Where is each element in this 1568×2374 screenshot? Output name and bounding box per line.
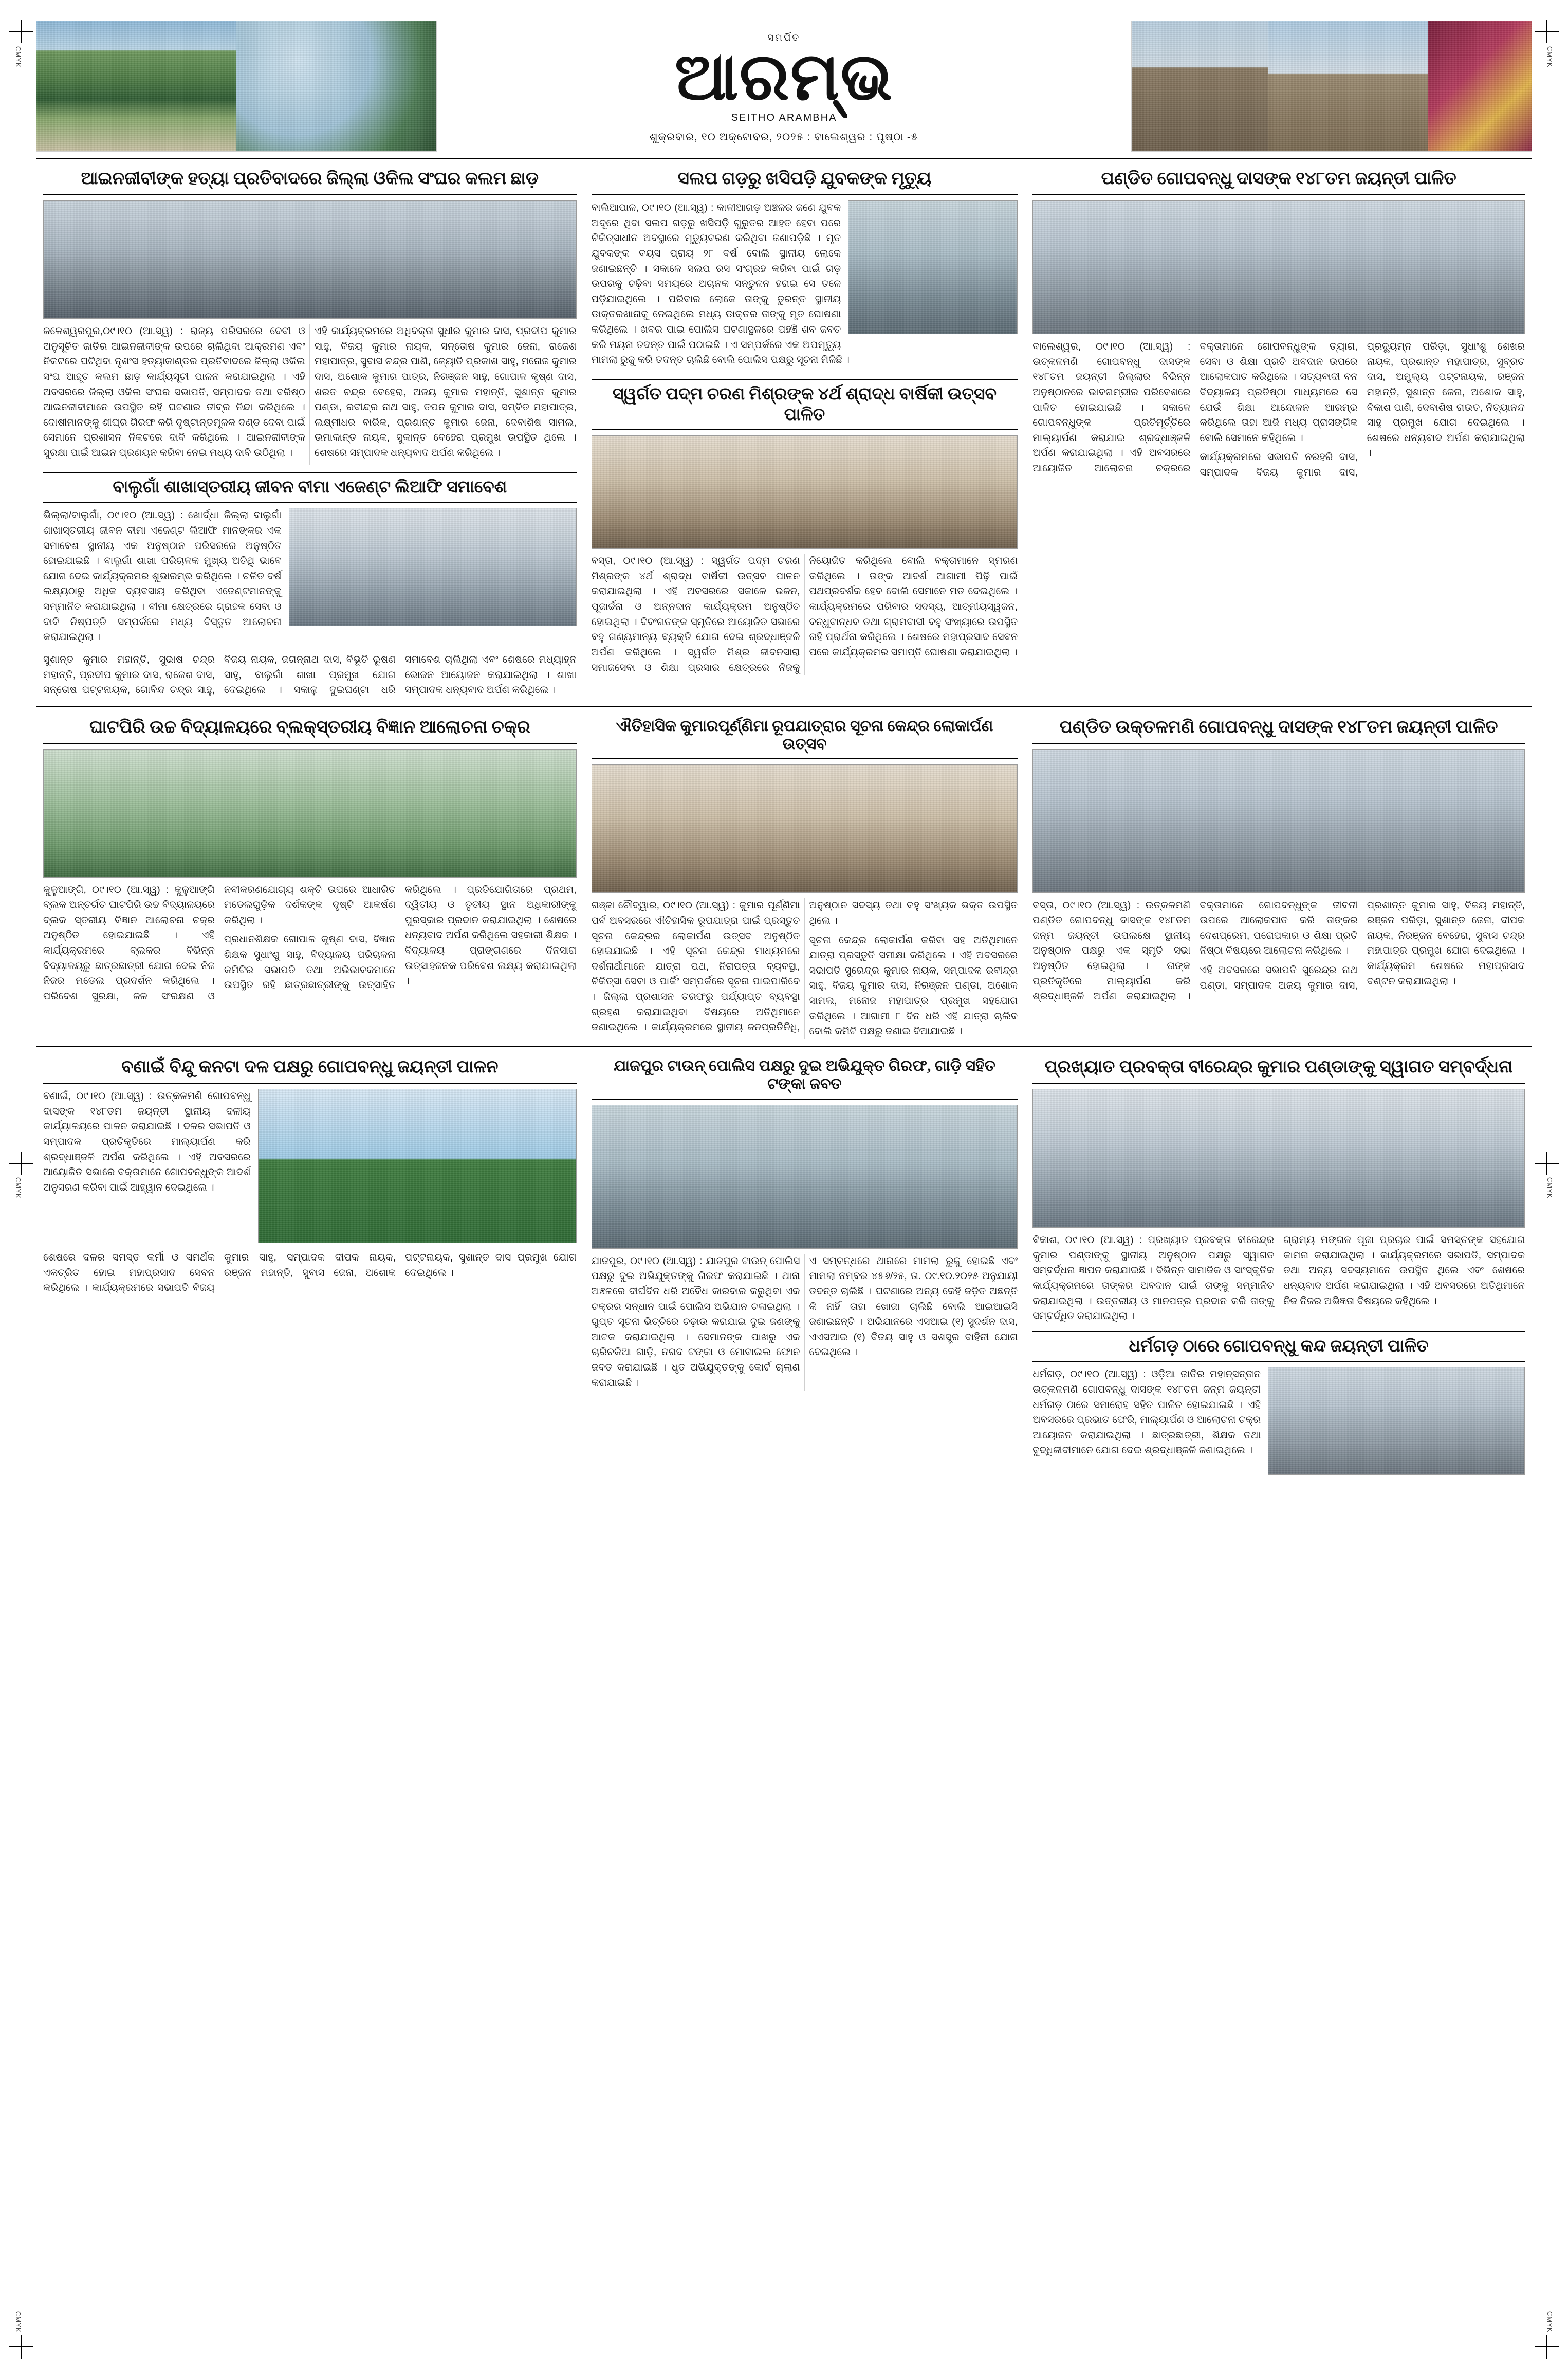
article-headline: ଘାଟପିରି ଉଚ୍ଚ ବିଦ୍ୟାଳୟରେ ବ୍ଲକ୍‌ସ୍ତରୀୟ ବିଜ୍ଞାନ ଆଲୋଚନା ଚକ୍ର <box>43 713 577 744</box>
article-paragraph: ଧର୍ମଗଡ଼, ୦୯।୧୦ (ଆ.ସ୍ୱ) : ଓଡ଼ିଆ ଜାତିର ମହାନ୍‌ସନ୍ତାନ ଉତ୍କଳମଣି ଗୋପବନ୍ଧୁ ଦାସଙ୍କ ୧୪୮ତମ ଜନ୍ମ ଜୟନ୍ତୀ ଧର୍ମଗଡ଼ ଠାରେ ସମାରୋହ ସହିତ ପାଳିତ ହୋଇଯାଇଛି । ଏହି ଅବସରରେ ପ୍ରଭାତ ଫେରି, ମାଲ୍ୟାର୍ପଣ ଓ ଆଲୋଚନା ଚକ୍ର ଆୟୋଜନ କରାଯାଇଥିଲା । ଛାତ୍ରଛାତ୍ରୀ, ଶିକ୍ଷକ ତଥା ବୁଦ୍ଧିଜୀବୀମାନେ ଯୋଗ ଦେଇ ଶ୍ରଦ୍ଧାଞ୍ଜଳି ଜଣାଇଥିଲେ । <box>1032 1368 1261 1456</box>
registration-side-code: CMYK <box>1546 2311 1554 2333</box>
article-paragraph: ବଣାଇଁ, ୦୯।୧୦ (ଆ.ସ୍ୱ) : ଉତ୍କଳମଣି ଗୋପବନ୍ଧୁ ଦାସଙ୍କ ୧୪୮ତମ ଜୟନ୍ତୀ ସ୍ଥାନୀୟ ଦଳୀୟ କାର୍ଯ୍ୟାଳୟରେ ପାଳନ କରାଯାଇଛି । ଦଳର ସଭାପତି ଓ ସମ୍ପାଦକ ପ୍ରତିକୃତିରେ ମାଲ୍ୟାର୍ପଣ କରି ଶ୍ରଦ୍ଧାଞ୍ଜଳି ଅର୍ପଣ କରିଥିଲେ । ଏହି ଅବସରରେ ଆୟୋଜିତ ସଭାରେ ବକ୍ତାମାନେ ଗୋପବନ୍ଧୁଙ୍କ ଆଦର୍ଶ ଅନୁସରଣ କରିବା ପାଇଁ ଆହ୍ୱାନ ଦେଇଥିଲେ । <box>43 1090 251 1193</box>
crop-mark-mid-left <box>9 1152 33 1175</box>
column-middle-bottom <box>584 1053 1025 1479</box>
band-bottom <box>36 1053 1532 1479</box>
masthead-topline: ସମର୍ପିତ <box>767 32 801 43</box>
article-paragraph: ସୁଶାନ୍ତ କୁମାର ମହାନ୍ତି, ସୁଭାଷ ଚନ୍ଦ୍ର ମହାନ୍ତି, ପ୍ରଦୀପ କୁମାର ଦାସ, ରାଜେଶ ଦାସ, ସନ୍ତୋଷ ପଟ୍ଟନାୟକ, ଗୋବିନ୍ଦ ଚନ୍ଦ୍ର ସାହୁ, ବିଜୟ ନାୟକ, ଜଗନ୍ନାଥ ଦାସ, ବିଭୂତି ଭୂଷଣ ସାହୁ, ବାଲୁଗାଁ ଶାଖା ପ୍ରମୁଖ ଯୋଗ ଦେଇଥିଲେ । ସକାଳୁ ଦୁଇଘଣ୍ଟା ଧରି ସମାବେଶ ଚାଲିଥିଲା ଏବଂ ଶେଷରେ ମଧ୍ୟାହ୍ନ ଭୋଜନ ଆୟୋଜନ କରାଯାଇଥିଲା । ଶାଖା ସମ୍ପାଦକ ଧନ୍ୟବାଦ ଅର୍ପଣ କରିଥିଲେ । <box>43 653 577 696</box>
article-body <box>592 200 1018 372</box>
migratory-birds-photo <box>236 21 436 151</box>
gopabandhu-jayanti-group-photo <box>1032 200 1525 334</box>
crop-mark-mid-right <box>1535 1152 1559 1175</box>
article-body <box>1032 1233 1525 1324</box>
article-body-names <box>43 652 577 700</box>
article-headline: ସ୍ୱର୍ଗତ ପଦ୍ମ ଚରଣ ମିଶ୍ରଙ୍କ ୪ର୍ଥ ଶ୍ରାଦ୍ଧ ବାର୍ଷିକୀ ଉତ୍ସବ ପାଳିତ <box>592 379 1018 430</box>
article-body <box>43 883 577 1005</box>
political-party-jayanti-photo <box>258 1089 577 1243</box>
crop-mark-bottom-left <box>9 2335 33 2359</box>
crop-mark-bottom-right <box>1535 2335 1559 2359</box>
masthead-date-line: ଶୁକ୍ରବାର, ୧୦ ଅକ୍ଟୋବର, ୨୦୨୫ : ବାଲେଶ୍ୱର : ପୃଷ୍ଠା -୫ <box>649 131 919 143</box>
article-paragraph: ଯାଜପୁର, ୦୯।୧୦ (ଆ.ସ୍ୱ) : ଯାଜପୁର ଟାଉନ୍ ପୋଲିସ ପକ୍ଷରୁ ଦୁଇ ଅଭିଯୁକ୍ତଙ୍କୁ ଗିରଫ କରାଯାଇଛି । ଥାନା ଅଞ୍ଚଳରେ ଦୀର୍ଘଦିନ ଧରି ଅବୈଧ କାରବାର କରୁଥିବା ଏକ ଚକ୍ରର ସନ୍ଧାନ ପାଇଁ ପୋଲିସ ଅଭିଯାନ ଚଳାଇଥିଲା । ଗୁପ୍ତ ସୂଚନା ଭିତ୍ତିରେ ଚଢ଼ାଉ କରାଯାଇ ଦୁଇ ଜଣଙ୍କୁ ଆଟକ କରାଯାଇଥିଲା । ସେମାନଙ୍କ ପାଖରୁ ଏକ ଚାରିଚକିଆ ଗାଡ଼ି, ନଗଦ ଟଙ୍କା ଓ ମୋବାଇଲ ଫୋନ ଜବତ କରାଯାଇଛି । ଧୃତ ଅଭିଯୁକ୍ତଙ୍କୁ କୋର୍ଟ ଚାଲାଣ କରାଯାଇଛି । <box>591 1255 800 1389</box>
article-body <box>1032 898 1525 1005</box>
masthead <box>36 21 1532 159</box>
column-middle-middle <box>584 713 1025 1039</box>
article-headline: ଯାଜପୁର ଟାଉନ୍‌ ପୋଲିସ ପକ୍ଷରୁ ଦୁଇ ଅଭିଯୁକ୍ତ ଗିରଫ, ଗାଡ଼ି ସହିତ ଟଙ୍କା ଜବତ <box>592 1053 1018 1100</box>
dharmagarh-jayanti-photo <box>1268 1367 1525 1475</box>
masthead-left-images <box>36 21 437 152</box>
article-paragraph: କାର୍ଯ୍ୟକ୍ରମରେ ସଭାପତି ନରହରି ଦାସ, ସମ୍ପାଦକ ବିଜୟ କୁମାର ଦାସ, ପ୍ରଦ୍ୟୁମ୍ନ ପରିଡ଼ା, ସୁଧାଂଶୁ ଶେଖର ନାୟକ, ପ୍ରଶାନ୍ତ ମହାପାତ୍ର, ସୁବ୍ରତ ଦାସ, ଅମୁଲ୍ୟ ପଟ୍ଟନାୟକ, ରଞ୍ଜନ ମହାନ୍ତି, ସୁଶାନ୍ତ ଜେନା, ଅଶୋକ ସାହୁ, ବିକାଶ ପାଣି, ଦେବାଶିଷ ରାଉତ, ନିତ୍ୟାନନ୍ଦ ସାହୁ ପ୍ରମୁଖ ଯୋଗ ଦେଇଥିଲେ । ଶେଷରେ ଧନ୍ୟବାଦ ଅର୍ପଣ କରାଯାଇଥିଲା । <box>1200 341 1525 479</box>
article-headline: ବଣାଇଁ ବିନ୍ଦୁ କନଟା ଦଳ ପକ୍ଷରୁ ଗୋପବନ୍ଧୁ ଜୟନ୍ତୀ ପାଳନ <box>43 1053 577 1084</box>
article-paragraph: ଗ୍ରାମ୍ୟ ମଙ୍ଗଳ ପୂଜା ପ୍ରଚାର ପାଇଁ ସମସ୍ତଙ୍କ ସହଯୋଗ କାମନା କରାଯାଇଥିଲା । କାର୍ଯ୍ୟକ୍ରମରେ ସଭାପତି, ସମ୍ପାଦକ ତଥା ଅନ୍ୟ ସଦସ୍ୟମାନେ ଉପସ୍ଥିତ ଥିଲେ ଏବଂ ଶେଷରେ ଧନ୍ୟବାଦ ଅର୍ପଣ କରାଯାଇଥିଲା । ଏହି ଅବସରରେ ଅତିଥିମାନେ ନିଜ ନିଜର ଅଭିଜ୍ଞତା ବିଷୟରେ କହିଥିଲେ । <box>1283 1234 1525 1307</box>
column-right-top <box>1025 165 1532 700</box>
article-body <box>592 898 1018 1039</box>
column-middle-top <box>584 165 1025 700</box>
article-paragraph: ଏହି ଅବସରରେ ସଭାପତି ସୁରେନ୍ଦ୍ର ନାଥ ପଣ୍ଡା, ସମ୍ପାଦକ ଅଜୟ କୁମାର ଦାସ, ପ୍ରଶାନ୍ତ କୁମାର ସାହୁ, ବିଜୟ ମହାନ୍ତି, ରଞ୍ଜନ ପରିଡ଼ା, ସୁଶାନ୍ତ ଜେନା, ଦୀପକ ନାୟକ, ନିରଞ୍ଜନ ବେହେରା, ସୁବାସ ଚନ୍ଦ୍ର ମହାପାତ୍ର ପ୍ରମୁଖ ଯୋଗ ଦେଇଥିଲେ । କାର୍ଯ୍ୟକ୍ରମ ଶେଷରେ ମହାପ୍ରସାଦ ବଣ୍ଟନ କରାଯାଇଥିଲା । <box>1200 899 1525 991</box>
newspaper-title-latin: SEITHO ARAMBHA <box>731 112 837 123</box>
band-middle <box>36 713 1532 1039</box>
column-left-bottom <box>36 1053 584 1479</box>
gopabandhu-portrait-garland-photo <box>1032 749 1525 893</box>
police-arrest-seizure-photo <box>592 1105 1018 1249</box>
shradha-anniversary-photo <box>592 435 1018 549</box>
article-headline: ଐତିହାସିକ କୁମାରପୂର୍ଣ୍ଣିମା ରୂପଯାତ୍ରାର ସୂଚନା କେନ୍ଦ୍ର ଲୋକାର୍ପଣ ଉତ୍ସବ <box>592 713 1018 760</box>
article-headline: ସଲପ ଗଡ଼ରୁ ଖସିପଡ଼ି ଯୁବକଙ୍କ ମୃତ୍ୟୁ <box>592 165 1018 195</box>
registration-side-code: CMYK <box>14 1177 22 1199</box>
article-body <box>592 1254 1018 1391</box>
article-body-names <box>43 1250 577 1296</box>
article-paragraph: କୁଳୁଆଙ୍ଗି, ୦୯।୧୦ (ଆ.ସ୍ୱ) : କୁଳୁଆଙ୍ଗି ବ୍ଲକ ଅନ୍ତର୍ଗତ ଘାଟପିରି ଉଚ୍ଚ ବିଦ୍ୟାଳୟରେ ବ୍ଲକ ସ୍ତରୀୟ ବିଜ୍ଞାନ ଆଲୋଚନା ଚକ୍ର ଅନୁଷ୍ଠିତ ହୋଇଯାଇଛି । ଏହି କାର୍ଯ୍ୟକ୍ରମରେ ବ୍ଲକର ବିଭିନ୍ନ ବିଦ୍ୟାଳୟରୁ ଛାତ୍ରଛାତ୍ରୀ ଯୋଗ ଦେଇ ନିଜ ନିଜର ମଡେଲ ପ୍ରଦର୍ଶନ କରିଥିଲେ । ପରିବେଶ ସୁରକ୍ଷା, ଜଳ ସଂରକ୍ଷଣ ଓ ନବୀକରଣଯୋଗ୍ୟ ଶକ୍ତି ଉପରେ ଆଧାରିତ ମଡେଲଗୁଡ଼ିକ ଦର୍ଶକଙ୍କ ଦୃଷ୍ଟି ଆକର୍ଷଣ କରିଥିଲା । <box>43 884 396 1002</box>
lawyers-protest-photo <box>43 200 577 319</box>
article-paragraph: ଶେଷରେ ଦଳର ସମସ୍ତ କର୍ମୀ ଓ ସମର୍ଥକ ଏକତ୍ରିତ ହୋଇ ମହାପ୍ରସାଦ ସେବନ କରିଥିଲେ । କାର୍ଯ୍ୟକ୍ରମରେ ସଭାପତି ବିଜୟ କୁମାର ସାହୁ, ସମ୍ପାଦକ ଦୀପକ ନାୟକ, ରଞ୍ଜନ ମହାନ୍ତି, ସୁବାସ ଜେନା, ଅଶୋକ ପଟ୍ଟନାୟକ, ସୁଶାନ୍ତ ଦାସ ପ୍ରମୁଖ ଯୋଗ ଦେଇଥିଲେ । <box>43 1252 577 1294</box>
coastline-photo <box>36 21 236 151</box>
registration-side-code: CMYK <box>1546 46 1554 68</box>
column-left-top <box>36 165 584 700</box>
speaker-felicitation-group-photo <box>1032 1089 1525 1228</box>
article-paragraph: ଗଞ୍ଜା ଚୌଦ୍ୱାର, ୦୯।୧୦ (ଆ.ସ୍ୱ) : କୁମାର ପୂର୍ଣ୍ଣିମା ପର୍ବ ଅବସରରେ ଐତିହାସିକ ରୂପଯାତ୍ରା ପାଇଁ ପ୍ରସ୍ତୁତ ସୂଚନା କେନ୍ଦ୍ରର ଲୋକାର୍ପଣ ଉତ୍ସବ ଅନୁଷ୍ଠିତ ହୋଇଯାଇଛି । ଏହି ସୂଚନା କେନ୍ଦ୍ର ମାଧ୍ୟମରେ ଦର୍ଶନାର୍ଥୀମାନେ ଯାତ୍ରା ପଥ, ନିରାପତ୍ତା ବ୍ୟବସ୍ଥା, ଚିକିତ୍ସା ସେବା ଓ ପାର୍କିଂ ସମ୍ପର୍କରେ ସୂଚନା ପାଇପାରିବେ । ଜିଲ୍ଲା ପ୍ରଶାସନ ତରଫରୁ ପର୍ଯ୍ୟାପ୍ତ ବ୍ୟବସ୍ଥା ଗ୍ରହଣ କରାଯାଇଥିବା ବିଷୟରେ ଅତିଥିମାନେ ଜଣାଇଥିଲେ । କାର୍ଯ୍ୟକ୍ରମରେ ସ୍ଥାନୀୟ ଜନପ୍ରତିନିଧି, ଅନୁଷ୍ଠାନ ସଦସ୍ୟ ତଥା ବହୁ ସଂଖ୍ୟକ ଭକ୍ତ ଉପସ୍ଥିତ ଥିଲେ । <box>591 900 1018 1033</box>
article-body <box>1032 1367 1525 1479</box>
article-paragraph: ସୂଚନା କେନ୍ଦ୍ର ଲୋକାର୍ପଣ କରିବା ସହ ଅତିଥିମାନେ ଯାତ୍ରା ପ୍ରସ୍ତୁତି ସମୀକ୍ଷା କରିଥିଲେ । ଏହି ଅବସରରେ ସଭାପତି ସୁରେନ୍ଦ୍ର କୁମାର ନାୟକ, ସମ୍ପାଦକ ରବୀନ୍ଦ୍ର ସାହୁ, ବିଜୟ କୁମାର ଦାସ, ନିରଞ୍ଜନ ପଣ୍ଡା, ଅଶୋକ ସାମଲ, ମନୋଜ ମହାପାତ୍ର ପ୍ରମୁଖ ସହଯୋଗ କରିଥିଲେ । ଆଗାମୀ ୮ ଦିନ ଧରି ଏହି ଯାତ୍ରା ଚାଲିବ ବୋଲି କମିଟି ପକ୍ଷରୁ ଜଣାଇ ଦିଆଯାଇଛି । <box>809 934 1018 1037</box>
article-paragraph: ବସ୍ତା, ୦୯।୧୦ (ଆ.ସ୍ୱ) : ସ୍ୱର୍ଗତ ପଦ୍ମ ଚରଣ ମିଶ୍ରଙ୍କ ୪ର୍ଥ ଶ୍ରାଦ୍ଧ ବାର୍ଷିକୀ ଉତ୍ସବ ପାଳନ କରାଯାଇଥିଲା । ଏହି ଅବସରରେ ସକାଳେ ଭଜନ, ପୂଜାର୍ଚ୍ଚନା ଓ ଅନ୍ନଦାନ କାର୍ଯ୍ୟକ୍ରମ ଅନୁଷ୍ଠିତ ହୋଇଥିଲା । ଦିବଂଗତଙ୍କ ସ୍ମୃତିରେ ଆୟୋଜିତ ସଭାରେ ବହୁ ଗଣ୍ୟମାନ୍ୟ ବ୍ୟକ୍ତି ଯୋଗ ଦେଇ ଶ୍ରଦ୍ଧାଞ୍ଜଳି ଅର୍ପଣ କରିଥିଲେ । ସ୍ୱର୍ଗତ ମିଶ୍ର ଜୀବନସାରା ସମାଜସେବା ଓ ଶିକ୍ଷା ପ୍ରସାର କ୍ଷେତ୍ରରେ ନିଜକୁ ନିୟୋଜିତ କରିଥିଲେ ବୋଲି ବକ୍ତାମାନେ ସ୍ମରଣ କରିଥିଲେ । ତାଙ୍କ ଆଦର୍ଶ ଆଗାମୀ ପିଢ଼ି ପାଇଁ ପଥପ୍ରଦର୍ଶକ ହେବ ବୋଲି ସେମାନେ ମତ ଦେଇଥିଲେ । କାର୍ଯ୍ୟକ୍ରମରେ ପରିବାର ସଦସ୍ୟ, ଆତ୍ମୀୟସ୍ୱଜନ, ବନ୍ଧୁବାନ୍ଧବ ତଥା ଗ୍ରାମବାସୀ ବହୁ ସଂଖ୍ୟାରେ ଉପସ୍ଥିତ ରହି ପ୍ରାର୍ଥନା କରିଥିଲେ । ଶେଷରେ ମହାପ୍ରସାଦ ସେବନ ପରେ କାର୍ଯ୍ୟକ୍ରମର ସମାପ୍ତି ଘୋଷଣା କରାଯାଇଥିଲା । <box>591 555 1018 673</box>
registration-side-code: CMYK <box>14 2311 22 2333</box>
article-headline: ବାଲୁଗାଁ ଶାଖାସ୍ତରୀୟ ଜୀବନ ବୀମା ଏଜେଣ୍ଟ ଲିଆଫି ସମାବେଶ <box>43 472 577 503</box>
article-headline: ଆଇନଜୀବୀଙ୍କ ହତ୍ୟା ପ୍ରତିବାଦରେ ଜିଲ୍ଲା ଓକିଲ ସଂଘର କଲମ ଛାଡ଼ <box>43 165 577 195</box>
article-paragraph: ବାଲେଶ୍ୱର, ୦୯।୧୦ (ଆ.ସ୍ୱ) : ଉତ୍କଳମଣି ଗୋପବନ୍ଧୁ ଦାସଙ୍କ ୧୪୮ତମ ଜୟନ୍ତୀ ଜିଲ୍ଲାର ବିଭିନ୍ନ ଅନୁଷ୍ଠାନରେ ଭାବଗମ୍ଭୀର ପରିବେଶରେ ପାଳିତ ହୋଇଯାଇଛି । ସକାଳେ ଗୋପବନ୍ଧୁଙ୍କ ପ୍ରତିମୂର୍ତ୍ତିରେ ମାଲ୍ୟାର୍ପଣ କରାଯାଇ ଶ୍ରଦ୍ଧାଞ୍ଜଳି ଅର୍ପଣ କରାଯାଇଥିଲା । ଏହି ଅବସରରେ ଆୟୋଜିତ ଆଲୋଚନା ଚକ୍ରରେ ବକ୍ତାମାନେ ଗୋପବନ୍ଧୁଙ୍କ ତ୍ୟାଗ, ସେବା ଓ ଶିକ୍ଷା ପ୍ରତି ଅବଦାନ ଉପରେ ଆଲୋକପାତ କରିଥିଲେ । ସତ୍ୟବାଦୀ ବନ ବିଦ୍ୟାଳୟ ପ୍ରତିଷ୍ଠା ମାଧ୍ୟମରେ ସେ ଯେଉଁ ଶିକ୍ଷା ଆନ୍ଦୋଳନ ଆରମ୍ଭ କରିଥିଲେ ତାହା ଆଜି ମଧ୍ୟ ପ୍ରାସଙ୍ଗିକ ବୋଲି ସେମାନେ କହିଥିଲେ । <box>1032 341 1358 474</box>
article-paragraph: ଜଳେଶ୍ୱରପୁର,୦୯।୧୦ (ଆ.ସ୍ୱ) : ରାଜ୍ୟ ପରିସରରେ ଦେବୀ ଓ ଅନୁସୂଚିତ ଜାତିର ଆଇନଜୀବୀଙ୍କ ଉପରେ ଚାଲିଥିବା ଆକ୍ରମଣ ଏବଂ ନିକଟରେ ଘଟିଥିବା ନୃଶଂସ ହତ୍ୟାକାଣ୍ଡର ପ୍ରତିବାଦରେ ଜିଲ୍ଲା ଓକିଲ ସଂଘ ଆହୂତ କଲମ ଛାଡ଼ କାର୍ଯ୍ୟସୂଚୀ ପାଳନ କରାଯାଇଥିଲା । ଏହି ଅବସରରେ ଜିଲ୍ଲା ଓକିଲ ସଂଘର ସଭାପତି, ସମ୍ପାଦକ ତଥା ବରିଷ୍ଠ ଆଇନଜୀବୀମାନେ ଉପସ୍ଥିତ ରହି ଘଟଣାର ତୀବ୍ର ନିନ୍ଦା କରିଥିଲେ । ଦୋଷୀମାନଙ୍କୁ ଶୀଘ୍ର ଗିରଫ କରି ଦୃଷ୍ଟାନ୍ତମୂଳକ ଦଣ୍ଡ ଦେବା ପାଇଁ ସେମାନେ ପ୍ରଶାସନ ନିକଟରେ ଦାବି କରିଥିଲେ । ଆଇନଜୀବୀଙ୍କ ସୁରକ୍ଷା ପାଇଁ ଆଇନ ପ୍ରଣୟନ କରିବା ନେଇ ମଧ୍ୟ ଦାବି ଉଠିଥିଲା । <box>43 325 305 459</box>
article-headline: ଧର୍ମଗଡ଼ ଠାରେ ଗୋପବନ୍ଧୁ କନ୍ଦ ଜୟନ୍ତୀ ପାଳିତ <box>1032 1331 1525 1362</box>
jagannath-temple-photo <box>1268 21 1428 151</box>
article-body <box>43 324 577 465</box>
lic-agents-felicitation-photo <box>289 508 577 626</box>
registration-side-code: CMYK <box>1546 1177 1554 1199</box>
article-body <box>43 1089 577 1247</box>
odissi-dance-photo <box>1428 21 1532 151</box>
masthead-right-images <box>1131 21 1532 152</box>
article-headline: ପ୍ରଖ୍ୟାତ ପ୍ରବକ୍ତା ବୀରେନ୍ଦ୍ର କୁମାର ପଣ୍ଡାଙ୍କୁ ସ୍ୱାଗତ ସମ୍ବର୍ଦ୍ଧନା <box>1032 1053 1525 1084</box>
article-paragraph: ଏହି କାର୍ଯ୍ୟକ୍ରମରେ ଅଧିବକ୍ତା ସୁଧୀର କୁମାର ଦାସ, ପ୍ରଦୀପ କୁମାର ସାହୁ, ବିଜୟ କୁମାର ନାୟକ, ସନ୍ତୋଷ କୁମାର ଜେନା, ରାଜେଶ ମହାପାତ୍ର, ସୁବାସ ଚନ୍ଦ୍ର ପାଣି, ଜ୍ୟୋତି ପ୍ରକାଶ ସାହୁ, ମନୋଜ କୁମାର ଦାସ, ଅଶୋକ କୁମାର ପାତ୍ର, ନିରଞ୍ଜନ ସାହୁ, ଗୋପାଳ କୃଷ୍ଣ ଦାସ, ଶରତ ଚନ୍ଦ୍ର ବେହେରା, ଅଜୟ କୁମାର ମହାନ୍ତି, ସୁଶାନ୍ତ କୁମାର ପଣ୍ଡା, ରବୀନ୍ଦ୍ର ନାଥ ସାହୁ, ତପନ କୁମାର ଦାସ, ସମ୍ବିତ ମହାପାତ୍ର, ଲକ୍ଷ୍ମୀଧର ବାରିକ, ପ୍ରଶାନ୍ତ କୁମାର ଜେନା, ଦେବାଶିଷ ସାମଲ, ଉମାକାନ୍ତ ନାୟକ, ସୁକାନ୍ତ ବେହେରା ପ୍ରମୁଖ ଉପସ୍ଥିତ ଥିଲେ । ଶେଷରେ ସମ୍ପାଦକ ଧନ୍ୟବାଦ ଅର୍ପଣ କରିଥିଲେ । <box>314 325 577 459</box>
article-paragraph: ଭିଲ୍ଲା/ବାଲୁଗାଁ, ୦୯।୧୦ (ଆ.ସ୍ୱ) : ଖୋର୍ଦ୍ଧା ଜିଲ୍ଲା ବାଲୁଗାଁ ଶାଖାସ୍ତରୀୟ ଜୀବନ ବୀମା ଏଜେଣ୍ଟ ଲିଆଫି ମାନଙ୍କର ଏକ ସମାବେଶ ସ୍ଥାନୀୟ ଏକ ଅନୁଷ୍ଠାନ ପରିସରରେ ଅନୁଷ୍ଠିତ ହୋଇଯାଇଛି । ବାଲୁଗାଁ ଶାଖା ପରିଚାଳକ ମୁଖ୍ୟ ଅତିଥି ଭାବେ ଯୋଗ ଦେଇ କାର୍ଯ୍ୟକ୍ରମର ଶୁଭାରମ୍ଭ କରିଥିଲେ । ଚଳିତ ବର୍ଷ ଲକ୍ଷ୍ୟଠାରୁ ଅଧିକ ବ୍ୟବସାୟ କରିଥିବା ଏଜେଣ୍ଟମାନଙ୍କୁ ସମ୍ମାନିତ କରାଯାଇଥିଲା । ବୀମା କ୍ଷେତ୍ରରେ ଗ୍ରାହକ ସେବା ଓ ଦାବି ନିଷ୍ପତ୍ତି ସମ୍ପର୍କରେ ମଧ୍ୟ ବିସ୍ତୃତ ଆଲୋଚନା କରାଯାଇଥିଲା । <box>43 509 282 643</box>
article-paragraph: ବିକାଶ, ୦୯।୧୦ (ଆ.ସ୍ୱ) : ପ୍ରଖ୍ୟାତ ପ୍ରବକ୍ତା ବୀରେନ୍ଦ୍ର କୁମାର ପଣ୍ଡାଙ୍କୁ ସ୍ଥାନୀୟ ଅନୁଷ୍ଠାନ ପକ୍ଷରୁ ସ୍ୱାଗତ ସମ୍ବର୍ଦ୍ଧନା ଜ୍ଞାପନ କରାଯାଇଛି । ବିଭିନ୍ନ ସାମାଜିକ ଓ ସାଂସ୍କୃତିକ କାର୍ଯ୍ୟକ୍ରମରେ ତାଙ୍କର ଅବଦାନ ପାଇଁ ତାଙ୍କୁ ସମ୍ମାନିତ କରାଯାଇଥିଲା । ଉତ୍ତରୀୟ ଓ ମାନପତ୍ର ପ୍ରଦାନ କରି ତାଙ୍କୁ ସମ୍ବର୍ଦ୍ଧିତ କରାଯାଇଥିଲା । <box>1032 1234 1275 1322</box>
article-paragraph: ପ୍ରଧାନଶିକ୍ଷକ ଗୋପାଳ କୃଷ୍ଣ ଦାସ, ବିଜ୍ଞାନ ଶିକ୍ଷକ ସୁଧାଂଶୁ ସାହୁ, ବିଦ୍ୟାଳୟ ପରିଚାଳନା କମିଟିର ସଭାପତି ତଥା ଅଭିଭାବକମାନେ ଉପସ୍ଥିତ ରହି ଛାତ୍ରଛାତ୍ରୀଙ୍କୁ ଉତ୍ସାହିତ କରିଥିଲେ । ପ୍ରତିଯୋଗିତାରେ ପ୍ରଥମ, ଦ୍ୱିତୀୟ ଓ ତୃତୀୟ ସ୍ଥାନ ଅଧିକାରୀଙ୍କୁ ପୁରସ୍କାର ପ୍ରଦାନ କରାଯାଇଥିଲା । ଶେଷରେ ଧନ୍ୟବାଦ ଅର୍ପଣ କରିଥିଲେ ସହକାରୀ ଶିକ୍ଷକ । ବିଦ୍ୟାଳୟ ପ୍ରାଙ୍ଗଣରେ ଦିନସାରା ଉତ୍ସାହଜନକ ପରିବେଶ ଲକ୍ଷ୍ୟ କରାଯାଇଥିଲା । <box>224 884 577 991</box>
masthead-center <box>437 21 1131 155</box>
school-science-seminar-photo <box>43 749 577 878</box>
article-body <box>592 554 1018 675</box>
article-paragraph: ବାଲିଆପାଳ, ୦୯।୧୦ (ଆ.ସ୍ୱ) : କାଳୀଆଗଡ଼ ଅଞ୍ଚଳର ଜଣେ ଯୁବକ ଅଦୂରେ ଥିବା ସଲପ ଗଡ଼ରୁ ଖସିପଡ଼ି ଗୁରୁତର ଆହତ ହେବା ପରେ ଚିକିତ୍ସାଧୀନ ଅବସ୍ଥାରେ ମୃତ୍ୟୁବରଣ କରିଥିବା ଜଣାପଡ଼ିଛି । ମୃତ ଯୁବକଙ୍କ ବୟସ ପ୍ରାୟ ୨୮ ବର୍ଷ ବୋଲି ସ୍ଥାନୀୟ ଲୋକେ ଜଣାଇଛନ୍ତି । ସକାଳେ ସଲପ ରସ ସଂଗ୍ରହ କରିବା ପାଇଁ ଗଡ଼ ଉପରକୁ ଚଢ଼ିବା ସମୟରେ ଅଚାନକ ସନ୍ତୁଳନ ହରାଇ ସେ ତଳେ ପଡ଼ିଯାଇଥିଲେ । ପରିବାର ଲୋକେ ତାଙ୍କୁ ତୁରନ୍ତ ସ୍ଥାନୀୟ ଡାକ୍ତରଖାନାକୁ ନେଇଥିଲେ ମଧ୍ୟ ଡାକ୍ତର ତାଙ୍କୁ ମୃତ ଘୋଷଣା କରିଥିଲେ । ଖବର ପାଇ ପୋଲିସ ଘଟଣାସ୍ଥଳରେ ପହଞ୍ଚି ଶବ ଜବତ କରି ମୟନା ତଦନ୍ତ ପାଇଁ ପଠାଇଛି । ଏ ସମ୍ପର୍କରେ ଏକ ଅପମୃତ୍ୟୁ ମାମଲା ରୁଜୁ କରି ତଦନ୍ତ ଚାଲିଛି ବୋଲି ପୋଲିସ ପକ୍ଷରୁ ସୂଚନା ମିଳିଛି । <box>591 202 850 366</box>
column-right-bottom <box>1025 1053 1532 1479</box>
crop-mark-top-right <box>1535 20 1559 43</box>
article-headline: ପଣ୍ଡିତ ଉକ୍ତଳମଣି ଗୋପବନ୍ଧୁ ଦାସଙ୍କ ୧୪୮ତମ ଜୟନ୍ତୀ ପାଳିତ <box>1032 713 1525 744</box>
newspaper-title: ଆରମ୍ଭ <box>674 40 894 114</box>
article-paragraph: ବସ୍ତା, ୦୯।୧୦ (ଆ.ସ୍ୱ) : ଉତ୍କଳମଣି ପଣ୍ଡିତ ଗୋପବନ୍ଧୁ ଦାସଙ୍କ ୧୪୮ତମ ଜନ୍ମ ଜୟନ୍ତୀ ଉପଲକ୍ଷେ ସ୍ଥାନୀୟ ଅନୁଷ୍ଠାନ ପକ୍ଷରୁ ଏକ ସ୍ମୃତି ସଭା ଅନୁଷ୍ଠିତ ହୋଇଥିଲା । ତାଙ୍କ ପ୍ରତିକୃତିରେ ମାଲ୍ୟାର୍ପଣ କରି ଶ୍ରଦ୍ଧାଞ୍ଜଳି ଅର୍ପଣ କରାଯାଇଥିଲା । ବକ୍ତାମାନେ ଗୋପବନ୍ଧୁଙ୍କ ଜୀବନୀ ଉପରେ ଆଲୋକପାତ କରି ତାଙ୍କର ଦେଶପ୍ରେମ, ପରୋପକାର ଓ ଶିକ୍ଷା ପ୍ରତି ନିଷ୍ଠା ବିଷୟରେ ଆଲୋଚନା କରିଥିଲେ । <box>1032 899 1358 1002</box>
crop-mark-top-left <box>9 20 33 43</box>
konark-temple-photo <box>1132 21 1268 151</box>
column-left-middle <box>36 713 584 1039</box>
page-content <box>36 165 1532 1479</box>
article-paragraph: ଏ ସମ୍ବନ୍ଧରେ ଥାନାରେ ମାମଲା ରୁଜୁ ହୋଇଛି ଏବଂ ମାମଲା ନମ୍ବର ୪୫୬/୨୫, ତା. ୦୯.୧୦.୨୦୨୫ ଅନୁଯାୟୀ ତଦନ୍ତ ଚାଲିଛି । ଘଟଣାରେ ଅନ୍ୟ କେହି ଜଡ଼ିତ ଅଛନ୍ତି କି ନାହିଁ ତାହା ଖୋଜା ଚାଲିଛି ବୋଲି ଆଇଆଇସି ଜଣାଇଛନ୍ତି । ଅଭିଯାନରେ ଏସଆଇ (୧) ସୁଦର୍ଶନ ଦାସ, ଏଏସଆଇ (୧) ବିଜୟ ସାହୁ ଓ ସଶସ୍ତ୍ର ବାହିନୀ ଯୋଗ ଦେଇଥିଲେ । <box>809 1255 1018 1358</box>
column-right-middle <box>1025 713 1532 1039</box>
section-divider <box>36 706 1532 707</box>
article-body <box>1032 339 1525 481</box>
police-station-photo <box>848 200 1018 334</box>
article-headline: ପଣ୍ଡିତ ଗୋପବନ୍ଧୁ ଦାସଙ୍କ ୧୪୮ତମ ଜୟନ୍ତୀ ପାଳିତ <box>1032 165 1525 195</box>
information-centre-inauguration-photo <box>592 764 1018 893</box>
article-body <box>43 508 577 649</box>
section-divider <box>36 1046 1532 1047</box>
band-top <box>36 165 1532 700</box>
registration-side-code: CMYK <box>14 46 22 68</box>
